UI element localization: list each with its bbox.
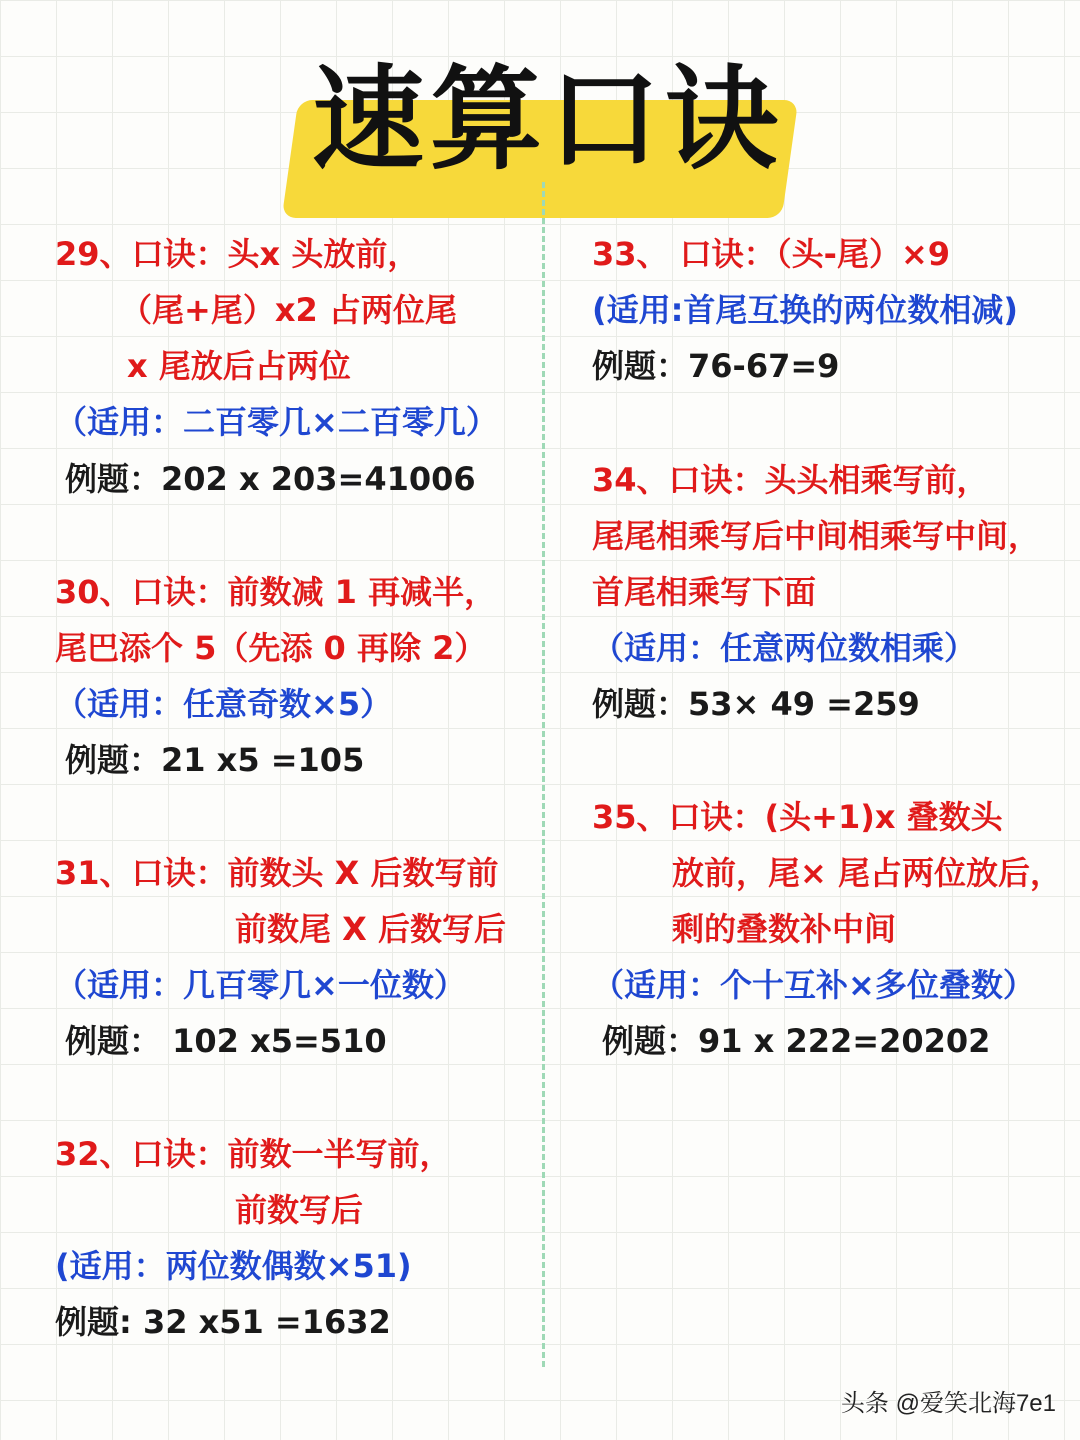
formula-32-rule-line-1: 32、口诀：前数一半写前， [55,1135,452,1173]
formula-31-example: 例题： 102 x5=510 [65,1022,387,1060]
formula-34-rule-line-1: 34、口诀：头头相乘写前， [592,461,989,499]
formula-35-rule-line-1: 35、口诀：(头+1)x 叠数头 [592,798,1003,836]
formula-35-example: 例题：91 x 222=20202 [602,1022,991,1060]
formula-34-rule-line-2: 尾尾相乘写后中间相乘写中间， [592,517,1041,555]
formula-31-rule-line-2: 前数尾 X 后数写后 [235,910,506,948]
formula-32-usage: (适用：两位数偶数×51) [55,1247,412,1285]
formula-30-usage: （适用：任意奇数×5） [55,685,393,723]
formula-35-usage: （适用：个十互补×多位叠数） [592,966,1035,1004]
formula-33-usage: (适用:首尾互换的两位数相减) [592,291,1019,329]
formula-34-rule-line-3: 首尾相乘写下面 [592,573,817,611]
watermark: 头条 @爱笑北海7e1 [840,1390,1056,1417]
formula-33-rule-line-1: 33、 口诀：（头-尾）×9 [592,235,951,273]
page-title: 速算口诀 [312,55,784,185]
formula-35-rule-line-2: 放前，尾× 尾占两位放后， [672,854,1062,892]
formula-32-example: 例题: 32 x51 =1632 [55,1303,391,1341]
formula-32-rule-line-2: 前数写后 [235,1191,364,1229]
column-divider [542,182,545,1367]
formula-29-rule-line-3: x 尾放后占两位 [127,347,351,385]
formula-35-rule-line-3: 剩的叠数补中间 [672,910,897,948]
formula-29-rule-line-2: （尾+尾）x2 占两位尾 [120,291,457,329]
formula-29-example: 例题：202 x 203=41006 [65,460,476,498]
formula-30-rule-line-2: 尾巴添个 5（先添 0 再除 2） [55,629,487,667]
title-area [290,40,790,190]
formula-30-example: 例题：21 x5 =105 [65,741,365,779]
formula-29-usage: （适用：二百零几×二百零几） [55,403,498,441]
formula-33-example: 例题：76-67=9 [592,347,840,385]
formula-30-rule-line-1: 30、口诀：前数减 1 再减半， [55,573,497,611]
formula-31-rule-line-1: 31、口诀：前数头 X 后数写前 [55,854,499,892]
formula-34-example: 例题：53× 49 =259 [592,685,920,723]
formula-31-usage: （适用：几百零几×一位数） [55,966,466,1004]
formula-29-rule-line-1: 29、口诀：头x 头放前， [55,235,420,273]
formula-34-usage: （适用：任意两位数相乘） [592,629,977,667]
